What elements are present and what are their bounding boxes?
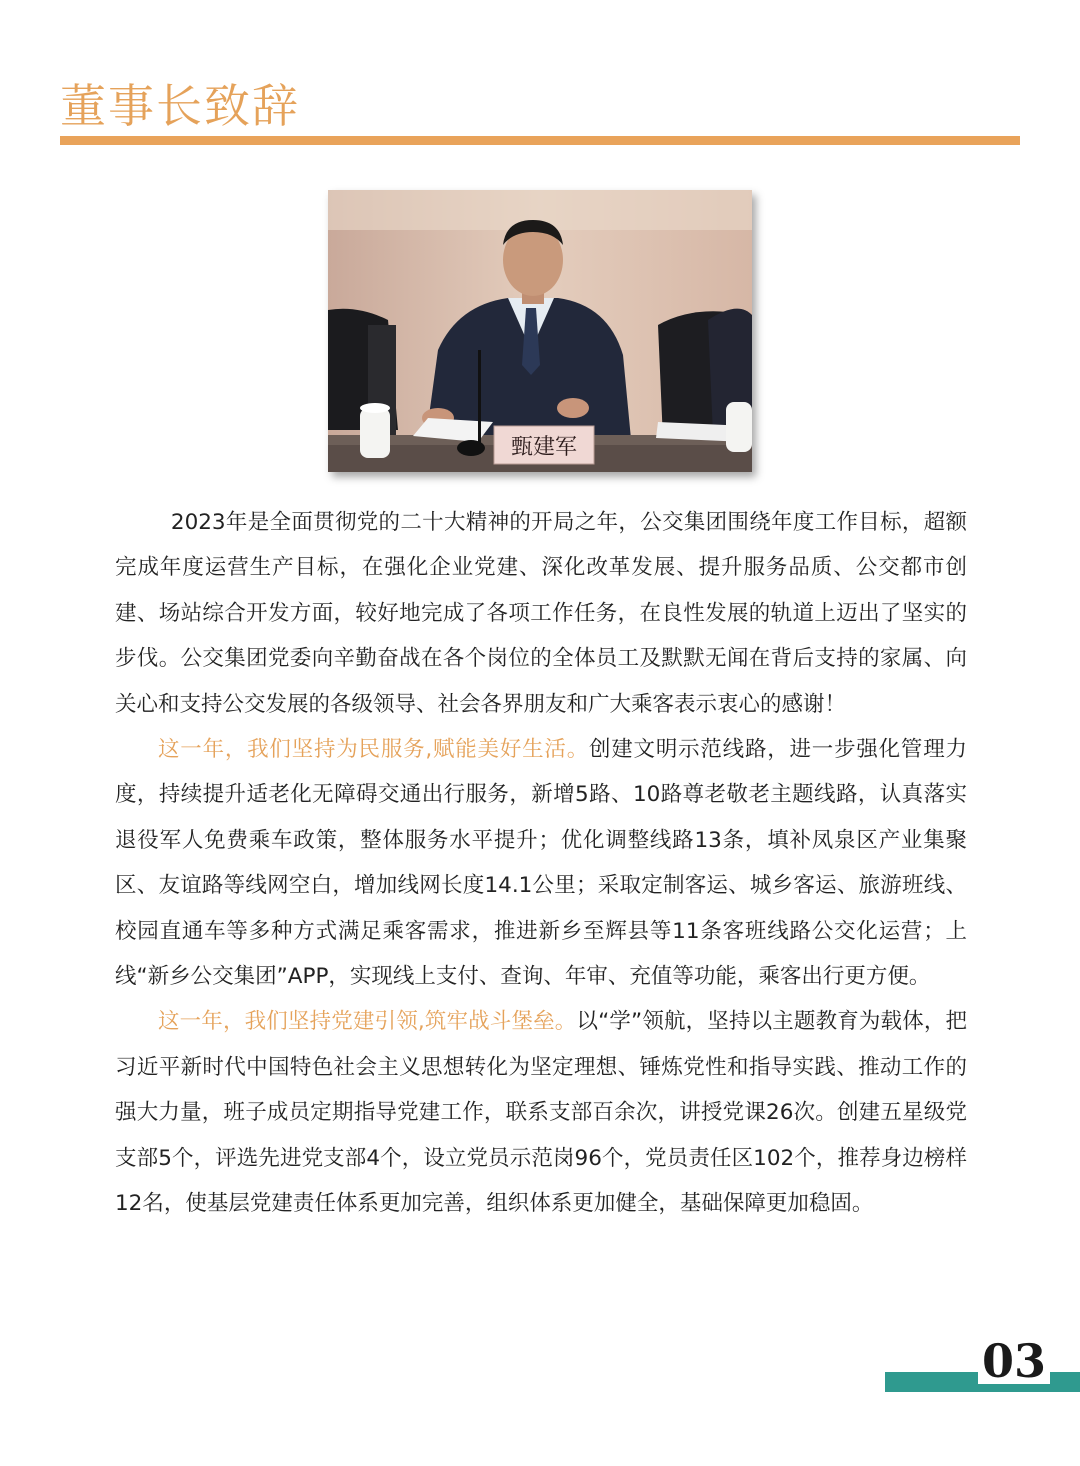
paragraph-2-text: 创建文明示范线路，进一步强化管理力度，持续提升适老化无障碍交通出行服务，新增5路、10路尊老敬老主题线路，认真落实退役军人免费乘车政策，整体服务水平提升；优化调整线路13条，填补凤泉区产业集聚区、友谊路等线网空白，增加线网长度14.1公里；采取定制客运、城乡客运、旅游班线、校园直通车等多种方式满足乘客需求，推进新乡至辉县等11条客班线路公交化运营；上线“新乡公交集团”APP，实现线上支付、查询、年审、充值等功能，乘客出行更方便。 [115, 737, 967, 990]
photo-illustration [328, 190, 752, 472]
title-divider [60, 136, 1020, 145]
paragraph-2-lead: 这一年，我们坚持为民服务,赋能美好生活。 [158, 737, 589, 763]
speech-body [115, 500, 967, 1227]
paragraph-3-lead: 这一年，我们坚持党建引领,筑牢战斗堡垒。 [158, 1009, 577, 1035]
paragraph-2 [115, 727, 967, 999]
speaker-photo [328, 190, 752, 472]
paragraph-1 [115, 500, 967, 727]
paragraph-3-text: 以“学”领航，坚持以主题教育为载体，把习近平新时代中国特色社会主义思想转化为坚定理想、锤炼党性和指导实践、推动工作的强大力量，班子成员定期指导党建工作，联系支部百余次，讲授党课26次。创建五星级党支部5个，评选先进党支部4个，设立党员示范岗96个，党员责任区102个，推荐身边榜样12名，使基层党建责任体系更加完善，组织体系更加健全，基础保障更加稳固。 [115, 1009, 967, 1217]
paragraph-1-text: 2023年是全面贯彻党的二十大精神的开局之年，公交集团围绕年度工作目标，超额完成年度运营生产目标，在强化企业党建、深化改革发展、提升服务品质、公交都市创建、场站综合开发方面，较好地完成了各项工作任务，在良性发展的轨道上迈出了坚实的步伐。公交集团党委向辛勤奋战在各个岗位的全体员工及默默无闻在背后支持的家属、向关心和支持公交发展的各级领导、社会各界朋友和广大乘客表示衷心的感谢！ [115, 510, 967, 717]
page-title: 董事长致辞 [60, 79, 300, 133]
paragraph-3 [115, 999, 967, 1226]
nameplate-text: 甄建军 [510, 435, 578, 460]
page-number: 03 [978, 1338, 1050, 1384]
